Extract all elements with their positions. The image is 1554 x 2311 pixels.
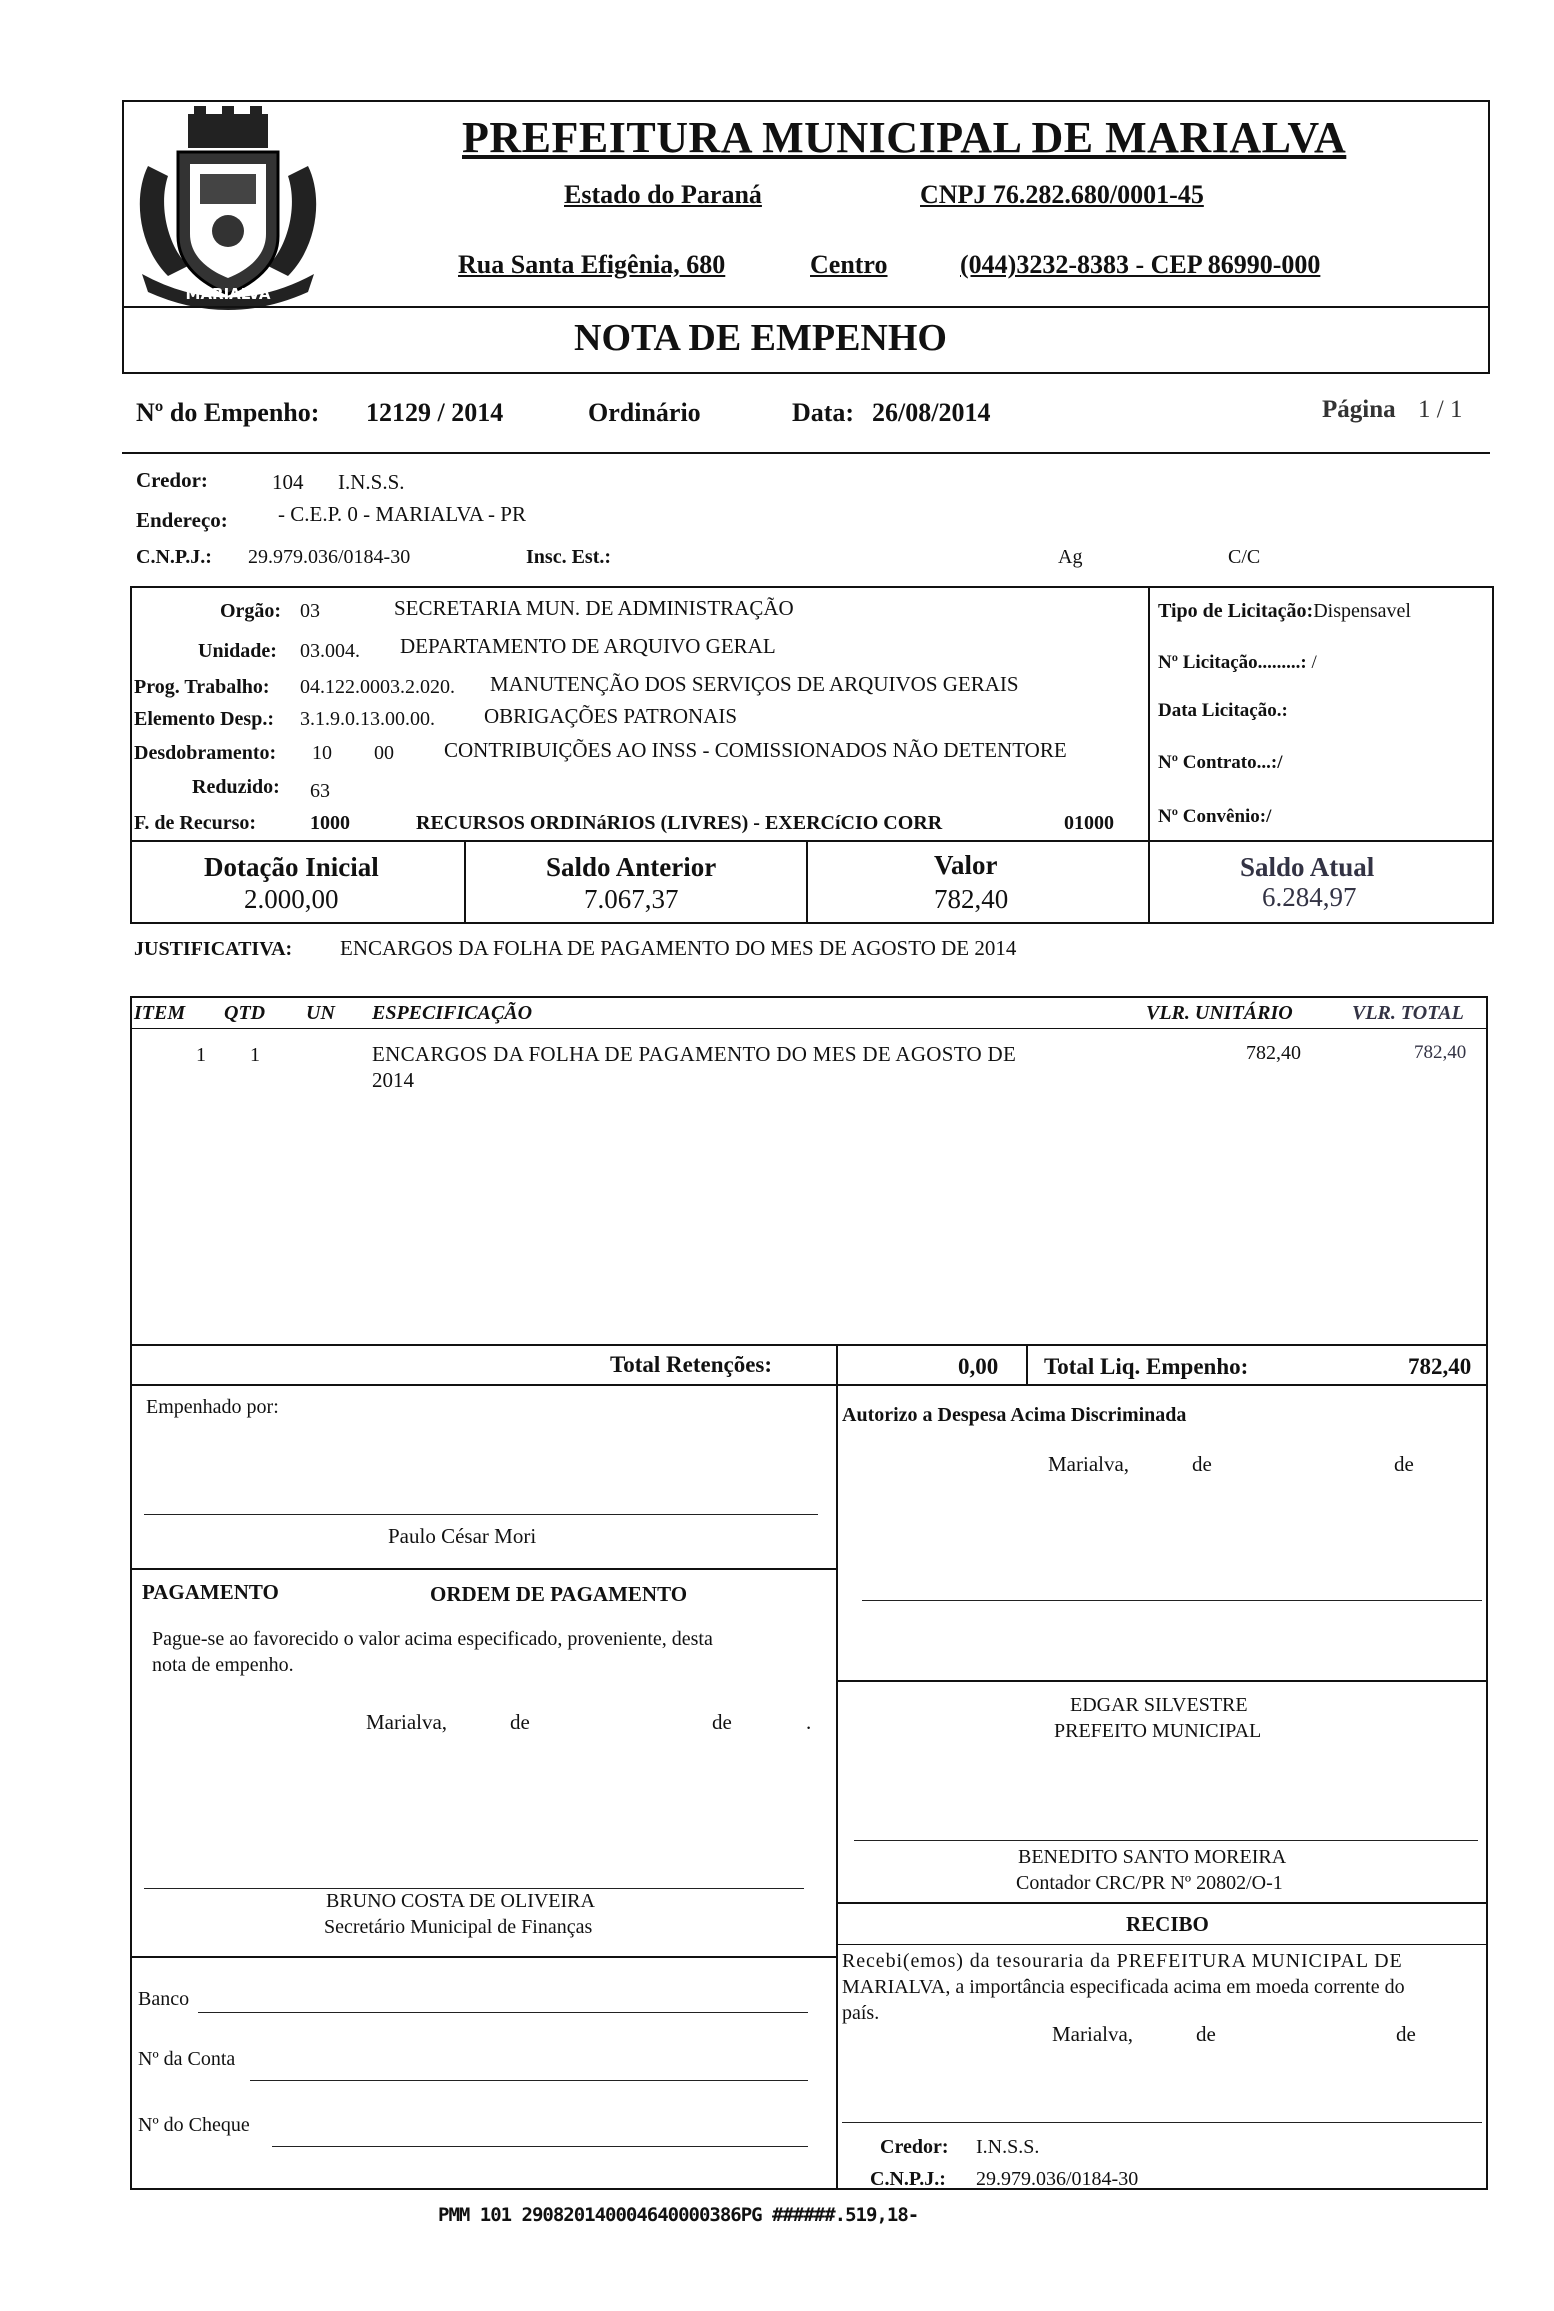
prefeito-signature-line <box>862 1600 1482 1601</box>
saldo-atual-label: Saldo Atual <box>1240 852 1375 882</box>
recibo-divider <box>836 1902 1488 1904</box>
recibo-text-3: país. <box>842 2002 880 2024</box>
secretario-signature-line <box>144 1888 804 1889</box>
col-un: UN <box>306 1002 335 1024</box>
data-licitacao-label: Data Licitação.: <box>1158 700 1288 721</box>
autorizo-city: Marialva, <box>1048 1452 1130 1476</box>
reduzido-value: 63 <box>310 780 330 802</box>
empenho-divider <box>122 452 1490 454</box>
col-qtd: QTD <box>224 1002 266 1024</box>
orgao-desc: SECRETARIA MUN. DE ADMINISTRAÇÃO <box>394 596 794 620</box>
empenho-number: 12129 / 2014 <box>366 398 504 427</box>
totals-divider-1 <box>836 1344 838 1386</box>
secretario-name: BRUNO COSTA DE OLIVEIRA <box>326 1890 595 1912</box>
pague-se-text-2: nota de empenho. <box>152 1654 294 1676</box>
recibo-text-1: Recebi(emos) da tesouraria da PREFEITURA MUNICIPAL DE <box>842 1950 1403 1972</box>
recibo-credor: I.N.S.S. <box>976 2136 1040 2158</box>
recibo-cnpj-label: C.N.P.J.: <box>870 2168 946 2190</box>
credor-label: Credor: <box>136 468 208 492</box>
page-number: 1 / 1 <box>1418 396 1463 423</box>
row-vlr-total: 782,40 <box>1414 1042 1467 1063</box>
phone-cep-label: (044)3232-8383 - CEP 86990-000 <box>960 250 1321 279</box>
justificativa-text: ENCARGOS DA FOLHA DE PAGAMENTO DO MES DE AGOSTO DE 2014 <box>340 936 1017 960</box>
prefeito-name: EDGAR SILVESTRE <box>1070 1694 1248 1716</box>
credor-name: I.N.S.S. <box>338 470 405 494</box>
credor-cnpj: 29.979.036/0184-30 <box>248 546 411 568</box>
empenhado-name: Paulo César Mori <box>388 1524 537 1548</box>
liquido-label: Total Liq. Empenho: <box>1044 1354 1249 1379</box>
pagamento-divider <box>130 1568 836 1570</box>
totals-box <box>130 1344 1488 1386</box>
credor-code: 104 <box>272 470 304 494</box>
banco-divider <box>130 1956 836 1958</box>
unidade-code: 03.004. <box>300 640 360 662</box>
banco-label: Banco <box>138 1988 190 2010</box>
col-item: ITEM <box>134 1002 186 1024</box>
contador-signature-line <box>854 1840 1478 1841</box>
col-vlr-unit: VLR. UNITÁRIO <box>1146 1002 1293 1024</box>
valor-value: 782,40 <box>934 884 1009 914</box>
recibo-signature-line <box>842 2122 1482 2123</box>
numero-licitacao-label: Nº Licitação.........: <box>1158 652 1307 673</box>
col-espec: ESPECIFICAÇÃO <box>372 1002 533 1024</box>
empenhado-signature-line <box>144 1514 818 1515</box>
tipo-licitacao-label: Tipo de Licitação: <box>1158 600 1314 622</box>
empenho-date: 26/08/2014 <box>872 398 991 427</box>
footer-code: PMM 101 290820140004640000386PG ######.519,18- <box>438 2204 919 2226</box>
recibo-credor-label: Credor: <box>880 2136 949 2158</box>
numero-licitacao-value: / <box>1311 652 1317 673</box>
cheque-line <box>272 2146 808 2147</box>
recurso-desc: RECURSOS ORDINáRIOS (LIVRES) - EXERCíCIO CORR <box>416 812 943 834</box>
orgao-code: 03 <box>300 600 320 622</box>
recibo-top-line <box>836 1944 1488 1945</box>
address-field-label: Endereço: <box>136 508 228 532</box>
page-label: Página <box>1322 396 1396 423</box>
unidade-label: Unidade: <box>198 640 277 662</box>
values-divider-2 <box>806 842 808 924</box>
recurso-number: 01000 <box>1064 812 1114 834</box>
contrato-label: Nº Contrato...:/ <box>1158 752 1283 773</box>
autorizo-de-2: de <box>1394 1452 1414 1476</box>
ordem-de-2: de <box>712 1710 732 1734</box>
recibo-label: RECIBO <box>1126 1912 1209 1936</box>
values-divider-3 <box>1148 842 1150 924</box>
empenho-date-label: Data: <box>792 398 855 427</box>
desdobramento-code-1: 10 <box>312 742 332 764</box>
prefeitura-title: PREFEITURA MUNICIPAL DE MARIALVA <box>462 113 1347 162</box>
saldo-anterior-label: Saldo Anterior <box>546 852 717 882</box>
prefeito-divider <box>836 1680 1488 1682</box>
tipo-licitacao <box>1158 600 1411 623</box>
svg-text:MARIALVA: MARIALVA <box>185 285 271 303</box>
desdobramento-code-2: 00 <box>374 742 394 764</box>
insc-est-label: Insc. Est.: <box>526 546 612 568</box>
conta-label: Nº da Conta <box>138 2048 236 2070</box>
signatures-center-divider <box>836 1386 838 2190</box>
district-label: Centro <box>810 250 888 279</box>
coat-of-arms-icon <box>128 106 328 316</box>
secretario-cargo: Secretário Municipal de Finanças <box>324 1916 593 1938</box>
recibo-city: Marialva, <box>1052 2022 1134 2046</box>
cnpj-label: CNPJ 76.282.680/0001-45 <box>920 180 1204 209</box>
ordem-pagamento-label: ORDEM DE PAGAMENTO <box>430 1582 688 1606</box>
reduzido-label: Reduzido: <box>192 776 280 798</box>
ordem-period: . <box>806 1710 812 1734</box>
recurso-code: 1000 <box>310 812 350 834</box>
recibo-text-2: MARIALVA, a importância especificada acima em moeda corrente do <box>842 1976 1405 1998</box>
contador-name: BENEDITO SANTO MOREIRA <box>1018 1846 1287 1868</box>
row-espec-line-2: 2014 <box>372 1068 414 1092</box>
recibo-cnpj: 29.979.036/0184-30 <box>976 2168 1139 2190</box>
prog-code: 04.122.0003.2.020. <box>300 676 455 698</box>
empenho-number-label: Nº do Empenho: <box>136 398 320 427</box>
recibo-de-2: de <box>1396 2022 1416 2046</box>
items-header-divider <box>130 1028 1488 1029</box>
dotacao-label: Dotação Inicial <box>204 852 379 882</box>
liquido-value: 782,40 <box>1408 1354 1472 1379</box>
valor-label: Valor <box>934 850 998 880</box>
prefeito-cargo: PREFEITO MUNICIPAL <box>1054 1720 1262 1742</box>
recibo-de-1: de <box>1196 2022 1216 2046</box>
dotacao-value: 2.000,00 <box>244 884 339 914</box>
row-espec-line-1: ENCARGOS DA FOLHA DE PAGAMENTO DO MES DE AGOSTO DE <box>372 1042 1017 1066</box>
totals-divider-2 <box>1026 1344 1028 1386</box>
state-label: Estado do Paraná <box>564 180 762 209</box>
desdobramento-desc: CONTRIBUIÇÕES AO INSS - COMISSIONADOS NÃO DETENTORE <box>444 738 1067 762</box>
row-item: 1 <box>196 1044 206 1066</box>
recurso-label: F. de Recurso: <box>134 812 257 834</box>
numero-licitacao <box>1158 652 1317 674</box>
cc-label: C/C <box>1228 546 1261 568</box>
cheque-label: Nº do Cheque <box>138 2114 250 2136</box>
orgao-label: Orgão: <box>220 600 282 622</box>
credor-cnpj-label: C.N.P.J.: <box>136 546 212 568</box>
tipo-licitacao-value: Dispensavel <box>1313 600 1411 622</box>
saldo-atual-value: 6.284,97 <box>1262 882 1357 912</box>
header-divider <box>122 306 1490 308</box>
convenio-label: Nº Convênio:/ <box>1158 806 1272 827</box>
retencoes-label: Total Retenções: <box>610 1352 773 1377</box>
autorizo-de-1: de <box>1192 1452 1212 1476</box>
empenho-type: Ordinário <box>588 398 701 427</box>
document-title: NOTA DE EMPENHO <box>574 317 947 359</box>
address-field: - C.E.P. 0 - MARIALVA - PR <box>278 502 526 526</box>
row-qtd: 1 <box>250 1044 260 1066</box>
saldo-anterior-value: 7.067,37 <box>584 884 679 914</box>
ordem-city: Marialva, <box>366 1710 448 1734</box>
elemento-label: Elemento Desp.: <box>134 708 274 730</box>
signatures-box <box>130 1386 1488 2190</box>
pagamento-label: PAGAMENTO <box>142 1580 279 1604</box>
unidade-desc: DEPARTAMENTO DE ARQUIVO GERAL <box>400 634 776 658</box>
row-vlr-unit: 782,40 <box>1246 1042 1301 1064</box>
pague-se-text-1: Pague-se ao favorecido o valor acima especificado, proveniente, desta <box>152 1628 713 1650</box>
empenhado-label: Empenhado por: <box>146 1396 279 1418</box>
values-divider-1 <box>464 842 466 924</box>
elemento-code: 3.1.9.0.13.00.00. <box>300 708 435 730</box>
justificativa-label: JUSTIFICATIVA: <box>134 938 293 960</box>
contador-cargo: Contador CRC/PR Nº 20802/O-1 <box>1016 1872 1283 1894</box>
retencoes-value: 0,00 <box>958 1354 999 1379</box>
ordem-de-1: de <box>510 1710 530 1734</box>
elemento-desc: OBRIGAÇÕES PATRONAIS <box>484 704 738 728</box>
prog-label: Prog. Trabalho: <box>134 676 270 698</box>
address-label: Rua Santa Efigênia, 680 <box>458 250 726 279</box>
conta-line <box>250 2080 808 2081</box>
banco-line <box>198 2012 808 2013</box>
prog-desc: MANUTENÇÃO DOS SERVIÇOS DE ARQUIVOS GERAIS <box>490 672 1019 696</box>
licitacao-divider <box>1148 586 1150 842</box>
desdobramento-label: Desdobramento: <box>134 742 277 764</box>
ag-label: Ag <box>1058 546 1083 568</box>
autorizo-label: Autorizo a Despesa Acima Discriminada <box>842 1404 1187 1426</box>
col-vlr-total: VLR. TOTAL <box>1352 1002 1464 1024</box>
